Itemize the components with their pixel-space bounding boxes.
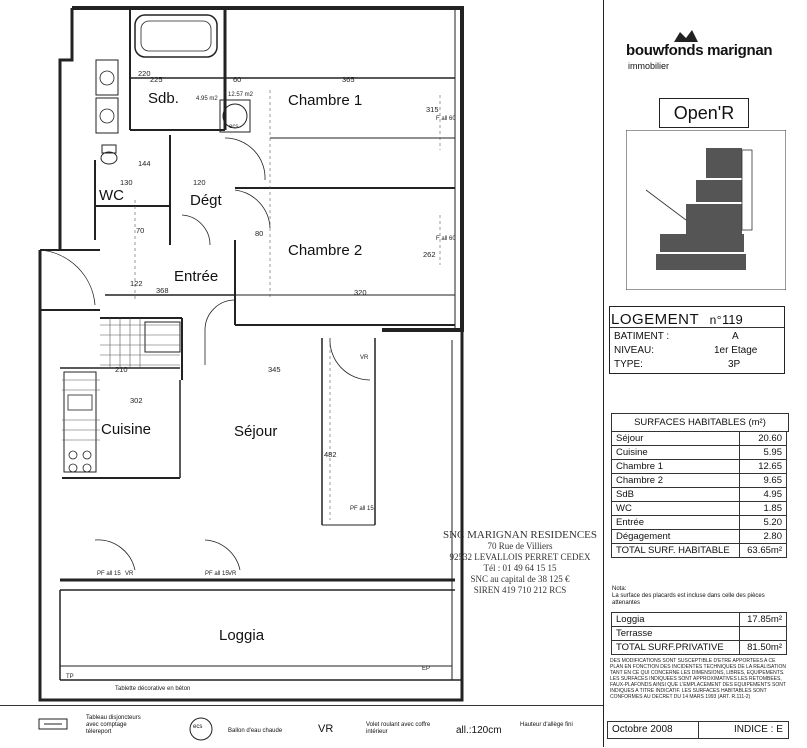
stamp-line-2: 70 Rue de Villiers: [487, 541, 553, 551]
terrasse-label: Terrasse: [612, 627, 740, 641]
niveau-value: 1er Etage: [714, 345, 758, 356]
loggia-value: 17.85m²: [740, 613, 787, 627]
stamp-line-5: SNC au capital de 38 125 €: [470, 574, 570, 584]
surface-value: 20.60: [740, 432, 787, 446]
surface-label: Entrée: [612, 516, 740, 530]
room-label-sejour: Séjour: [234, 423, 278, 440]
ch1-area: 12.57 m2: [228, 92, 254, 98]
legend-hauteur: Hauteur d'allège fini: [520, 722, 573, 728]
dim-60: 60: [233, 75, 242, 84]
vr-label-1: VR: [360, 355, 369, 361]
dim-365: 365: [342, 75, 355, 84]
legend-ballon: Ballon d'eau chaude: [228, 728, 283, 734]
brand-sub: immobilier: [628, 61, 670, 71]
niveau-label: NIVEAU:: [614, 345, 655, 356]
dim-144: 144: [138, 159, 151, 168]
legend-allege: all.:120cm: [456, 725, 502, 736]
type-value: 3P: [728, 359, 741, 370]
tp-label: TP: [66, 674, 74, 680]
note-block: [612, 586, 790, 607]
surface-value: 1.85: [740, 502, 787, 516]
surface-label: SdB: [612, 488, 740, 502]
vr-label-3: VR: [228, 571, 237, 577]
table-row: [612, 460, 787, 474]
logement-word: LOGEMENT: [611, 311, 699, 328]
legend-vr: VR: [318, 723, 334, 735]
legend-bar: [0, 705, 603, 748]
note-text: La surface des placards est incluse dans celle des pièces attenantes: [612, 593, 765, 606]
table-row: [612, 432, 787, 446]
room-label-entree: Entrée: [174, 268, 219, 285]
surfaces-total-value: 63.65m²: [740, 544, 787, 558]
logement-title: [611, 311, 722, 328]
legend-ecs: ecs: [193, 724, 203, 730]
surface-value: 2.80: [740, 530, 787, 544]
room-label-loggia: Loggia: [219, 627, 265, 644]
legend-tableau: Tableau disjoncteurs avec comptage télereport: [86, 715, 141, 735]
ecs-label: ecs: [229, 124, 239, 130]
terrasse-value: [740, 627, 787, 641]
room-label-chambre1: Chambre 1: [288, 92, 363, 109]
pf-label-1: PF all 15: [97, 571, 121, 577]
pf-label-3: PF all 15: [350, 506, 374, 512]
table-row: [612, 530, 787, 544]
fall-label-2: F all 60: [436, 236, 456, 242]
dim-80: 80: [255, 229, 264, 238]
table-row: [612, 641, 787, 655]
room-label-degt: Dégt: [190, 192, 222, 209]
room-label-chambre2: Chambre 2: [288, 242, 363, 259]
table-row: [612, 502, 787, 516]
site-plan-thumbnail: [626, 130, 786, 290]
table-row: [612, 627, 787, 641]
footer-date: Octobre 2008: [612, 724, 673, 735]
dim-368: 368: [156, 286, 169, 295]
dim-315: 315: [426, 105, 439, 114]
dim-262: 262: [423, 250, 436, 259]
room-label-cuisine: Cuisine: [101, 421, 152, 438]
stamp-line-4: Tél : 01 49 64 15 15: [483, 563, 557, 573]
dim-225: 225: [150, 75, 163, 84]
dim-130: 130: [120, 178, 133, 187]
surfaces-title: SURFACES HABITABLES (m²): [611, 413, 789, 432]
table-row: [612, 446, 787, 460]
company-stamp: [440, 530, 600, 596]
surface-value: 9.65: [740, 474, 787, 488]
surface-label: Dégagement: [612, 530, 740, 544]
logement-num-label: n°: [709, 313, 723, 327]
vr-label-2: VR: [125, 571, 134, 577]
surface-label: Chambre 1: [612, 460, 740, 474]
stamp-line-3: 92532 LEVALLOIS PERRET CEDEX: [449, 552, 591, 562]
surface-label: Cuisine: [612, 446, 740, 460]
dim-120: 120: [193, 178, 206, 187]
dim-320: 320: [354, 288, 367, 297]
table-row: [612, 474, 787, 488]
footer-box: [607, 721, 789, 739]
dim-220: 220: [138, 69, 151, 78]
table-row: [612, 488, 787, 502]
table-row: [612, 516, 787, 530]
note-title: Nota:: [612, 586, 627, 592]
dim-345: 345: [268, 365, 281, 374]
stamp-line-1: SNC MARIGNAN RESIDENCES: [442, 529, 598, 541]
loggia-label: Loggia: [612, 613, 740, 627]
surfaces-table: [611, 431, 787, 558]
batiment-label: BATIMENT :: [614, 331, 670, 342]
pf-label-2: PF all 15: [205, 571, 229, 577]
stamp-line-6: SIREN 419 710 212 RCS: [473, 585, 567, 595]
private-total-label: TOTAL SURF.PRIVATIVE: [612, 641, 740, 655]
surface-label: WC: [612, 502, 740, 516]
tablette-label: Tablette décorative en béton: [115, 686, 191, 692]
type-label: TYPE:: [614, 359, 643, 370]
batiment-value: A: [732, 331, 739, 342]
surface-value: 5.20: [740, 516, 787, 530]
dim-210: 210: [115, 365, 128, 374]
private-total-value: 81.50m²: [740, 641, 787, 655]
dim-482: 482: [324, 450, 337, 459]
surfaces-total-label: TOTAL SURF. HABITABLE: [612, 544, 740, 558]
brand-name: bouwfonds marignan: [626, 42, 773, 59]
room-label-wc: WC: [99, 187, 124, 204]
surface-value: 4.95: [740, 488, 787, 502]
dim-122: 122: [130, 279, 143, 288]
room-label-sdb: Sdb.: [148, 90, 179, 107]
tableau-icon: [38, 718, 68, 730]
surface-label: Séjour: [612, 432, 740, 446]
surface-value: 12.65: [740, 460, 787, 474]
surface-label: Chambre 2: [612, 474, 740, 488]
ep-label: EP: [422, 666, 431, 672]
legal-text: DES MODIFICATIONS SONT SUSCEPTIBLE D'ETRE APPORTEES A CE PLAN EN FONCTION DES INCIDENTES TECHNIQUES DE LA REALISATION TANT EN CE QUI CONCERNE LES DIMENSIONS, LIBRES, EQUIPEMENTS. LES SURFACES INDIQUEES SONT APPROXIMATIVES LES RETOMBEES, FAUX-PLAFONDS AINSI QUE L'EMPLACEMENT DES EQUIPEMENTS SONT INDIQUES A TITRE INDICATIF. LES SURFACES HABITABLES SONT CONFORMES AU DECRET DU 14 MARS 1993 (ART. R.111-2): [610, 658, 786, 700]
dim-70: 70: [136, 226, 145, 235]
table-row: [612, 613, 787, 627]
fall-label: F all 60: [436, 116, 456, 122]
sdb-area: 4.95 m2: [196, 96, 218, 102]
logement-number: 119: [722, 312, 743, 327]
legend-volet: Volet roulant avec coffre intérieur: [366, 722, 431, 735]
dim-302: 302: [130, 396, 143, 405]
surface-value: 5.95: [740, 446, 787, 460]
surfaces-total-row: [612, 544, 787, 558]
program-name: Open'R: [659, 98, 749, 128]
footer-indice: INDICE : E: [734, 724, 783, 735]
private-table: [611, 612, 787, 655]
